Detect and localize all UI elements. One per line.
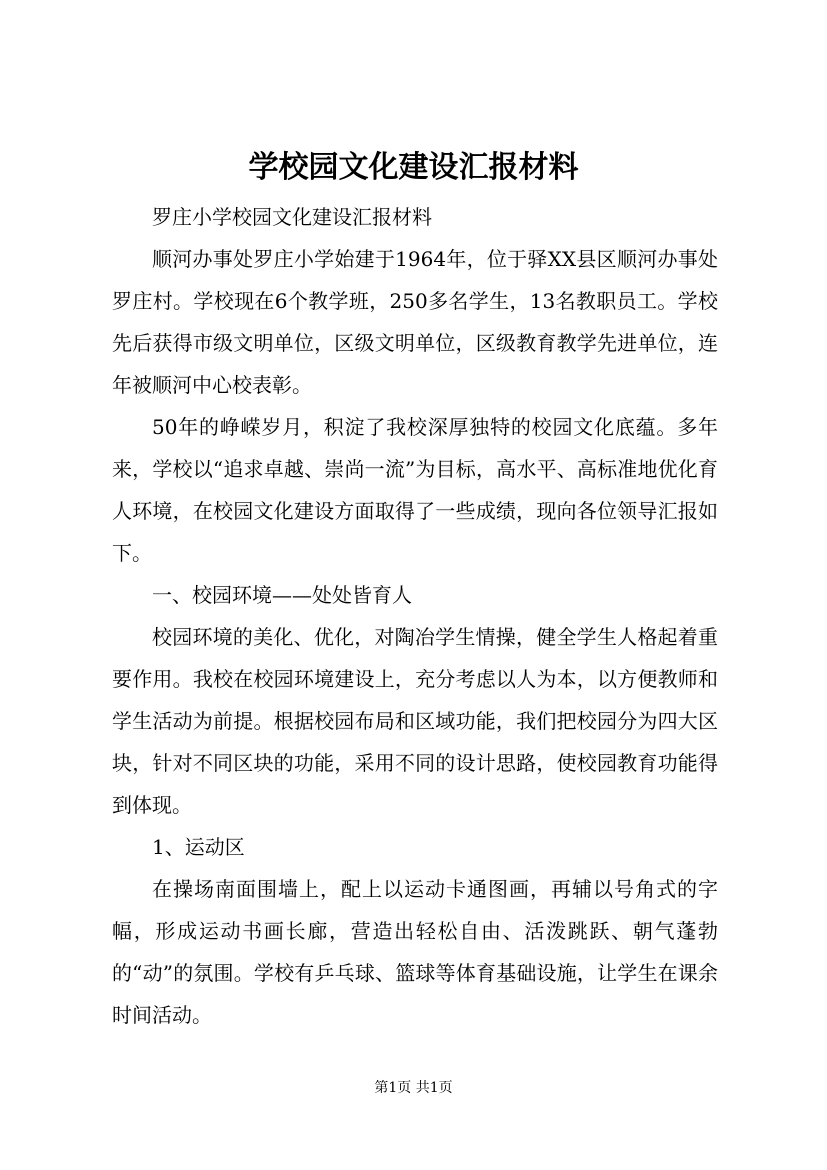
- document-body: [112, 196, 718, 1036]
- paragraph-environment: 校园环境的美化、优化，对陶冶学生情操，健全学生人格起着重要作用。我校在校园环境建设上，充分考虑以人为本，以方便教师和学生活动为前提。根据校园布局和区域功能，我们把校园分为四大区块，针对不同区块的功能，采用不同的设计思路，使校园教育功能得到体现。: [112, 625, 718, 817]
- paragraph-subtitle: 罗庄小学校园文化建设汇报材料: [152, 205, 432, 229]
- paragraph-school-intro: 顺河办事处罗庄小学始建于1964年，位于驿XX县区顺河办事处罗庄村。学校现在6个教学班，250多名学生，13名教职员工。学校先后获得市级文明单位，区级文明单位，区级教育教学先进单位，连年被顺河中心校表彰。: [112, 247, 718, 397]
- section-heading-environment: 一、校园环境——处处皆育人: [152, 583, 412, 607]
- page-footer: 第1页 共1页: [374, 1080, 453, 1096]
- subsection-heading-sports-area: 1、运动区: [152, 835, 245, 859]
- paragraph-culture-history: 50年的峥嵘岁月，积淀了我校深厚独特的校园文化底蕴。多年来，学校以“追求卓越、崇尚一流”为目标，高水平、高标准地优化育人环境，在校园文化建设方面取得了一些成绩，现向各位领导汇报如下。: [112, 415, 718, 565]
- paragraph-sports-area: 在操场南面围墙上，配上以运动卡通图画，再辅以号角式的字幅，形成运动书画长廊，营造出轻松自由、活泼跳跃、朝气蓬勃的“动”的氛围。学校有乒乓球、篮球等体育基础设施，让学生在课余时间活动。: [112, 877, 718, 1027]
- document-title: 学校园文化建设汇报材料: [248, 150, 579, 185]
